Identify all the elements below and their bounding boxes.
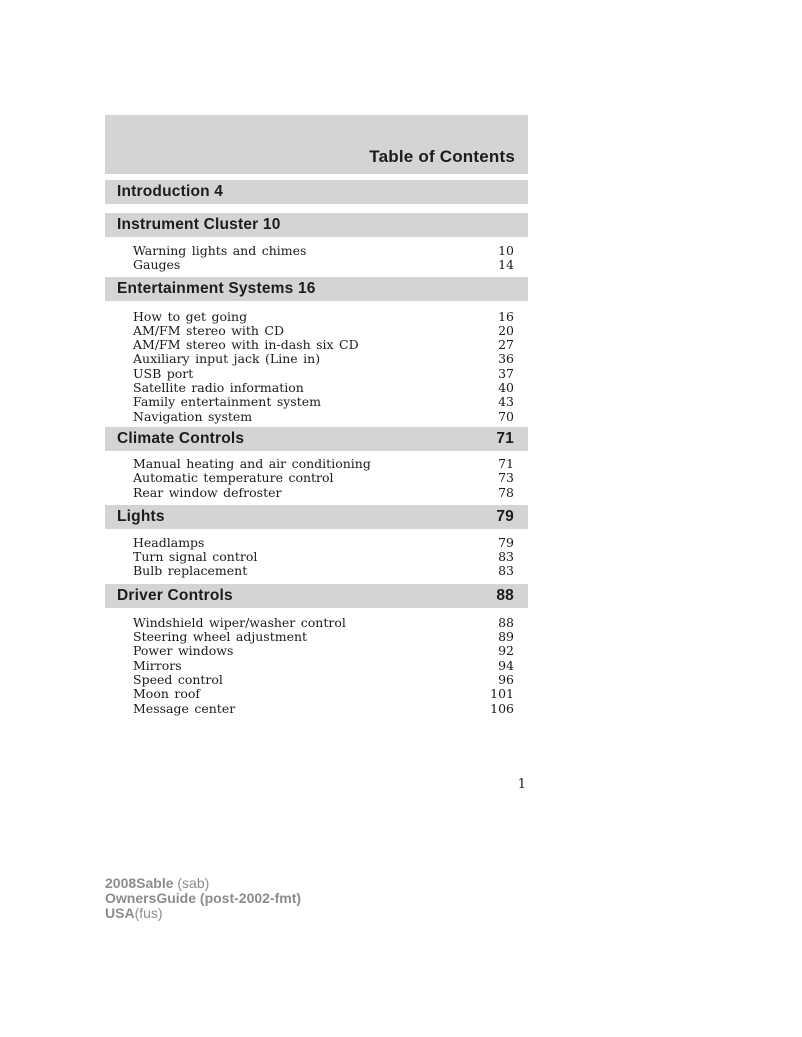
toc-content <box>105 115 528 716</box>
toc-entry-page: 92 <box>498 643 514 659</box>
toc-entry-label: Headlamps <box>133 534 205 550</box>
toc-entry-label: Steering wheel adjustment <box>133 629 308 645</box>
toc-entry <box>105 381 528 395</box>
toc-entry-page: 106 <box>490 700 514 716</box>
toc-entry-page: 43 <box>498 394 514 410</box>
toc-entry-label: AM/FM stereo with CD <box>133 322 285 338</box>
toc-entry-label: Rear window defroster <box>133 484 282 500</box>
footer-text-segment: 2008Sable <box>105 875 174 891</box>
toc-entry <box>105 486 528 500</box>
section-page-number: 71 <box>496 429 514 447</box>
toc-entry-label: Speed control <box>133 671 223 687</box>
footer-publication-info <box>105 876 301 922</box>
toc-entry <box>105 395 528 409</box>
section-header-bar <box>105 213 528 237</box>
toc-entry-page: 36 <box>498 351 514 367</box>
toc-entry-page: 89 <box>498 629 514 645</box>
toc-entry-page: 71 <box>498 455 514 471</box>
toc-entry-page: 96 <box>498 671 514 687</box>
toc-entry <box>105 659 528 673</box>
toc-entry-page: 101 <box>490 686 514 702</box>
toc-entry <box>105 410 528 424</box>
section-entry-list <box>105 536 528 579</box>
footer-line <box>105 906 301 921</box>
toc-entry-page: 79 <box>498 534 514 550</box>
section-title: Climate Controls <box>117 429 245 447</box>
toc-entry-label: Moon roof <box>133 686 201 702</box>
section-title: Introduction 4 <box>117 183 224 200</box>
footer-text-segment: (fus) <box>134 905 163 922</box>
toc-entry-label: Warning lights and chimes <box>133 243 307 258</box>
toc-entry-label: Turn signal control <box>133 549 258 565</box>
section-header-bar <box>105 180 528 204</box>
toc-entry-label: USB port <box>133 365 194 381</box>
toc-entry <box>105 536 528 550</box>
toc-entry-label: Power windows <box>133 643 234 659</box>
toc-entry-label: Automatic temperature control <box>133 470 334 486</box>
toc-entry-label: Manual heating and air conditioning <box>133 455 371 471</box>
toc-entry-label: How to get going <box>133 308 248 324</box>
footer-text-segment: USA <box>105 905 135 922</box>
toc-entry-label: Navigation system <box>133 408 253 424</box>
toc-entry-label: Gauges <box>133 257 181 273</box>
toc-entry <box>105 352 528 366</box>
toc-entry <box>105 244 528 258</box>
toc-entry <box>105 630 528 644</box>
toc-entry-page: 73 <box>498 470 514 486</box>
toc-entry-page: 78 <box>498 484 514 500</box>
toc-entry-label: Windshield wiper/washer control <box>133 614 346 630</box>
section-entry-list <box>105 310 528 424</box>
section-header-bar <box>105 505 528 529</box>
section-page-number: 79 <box>496 507 514 525</box>
toc-entry-page: 14 <box>498 257 514 273</box>
toc-entry-page: 37 <box>498 365 514 381</box>
footer-text-segment: (sab) <box>173 875 210 891</box>
toc-entry-label: Mirrors <box>133 657 182 673</box>
toc-entry <box>105 616 528 630</box>
toc-entry <box>105 673 528 687</box>
toc-entry <box>105 310 528 324</box>
toc-entry <box>105 258 528 272</box>
toc-entry-page: 20 <box>498 322 514 338</box>
toc-entry-page: 70 <box>498 408 514 424</box>
toc-entry-label: Family entertainment system <box>133 394 321 410</box>
toc-entry-label: AM/FM stereo with in-dash six CD <box>133 337 359 353</box>
toc-entry <box>105 324 528 338</box>
toc-entry-label: Satellite radio information <box>133 380 304 396</box>
section-header-bar <box>105 584 528 608</box>
toc-entry <box>105 550 528 564</box>
toc-entry-label: Message center <box>133 700 236 716</box>
toc-entry-page: 88 <box>498 614 514 630</box>
toc-entry <box>105 367 528 381</box>
toc-entry <box>105 471 528 485</box>
toc-entry <box>105 644 528 658</box>
toc-entry <box>105 702 528 716</box>
section-header-bar <box>105 277 528 301</box>
footer-line <box>105 891 301 906</box>
toc-entry-page: 40 <box>498 380 514 396</box>
toc-entry <box>105 457 528 471</box>
page-title: Table of Contents <box>369 147 515 166</box>
section-title: Driver Controls <box>117 586 233 604</box>
toc-section <box>105 277 528 424</box>
section-title: Instrument Cluster 10 <box>117 216 281 233</box>
toc-entry-label: Bulb replacement <box>133 563 248 579</box>
section-title: Entertainment Systems 16 <box>117 279 316 297</box>
toc-sections <box>105 180 528 716</box>
toc-entry <box>105 687 528 701</box>
toc-section <box>105 427 528 500</box>
toc-entry-page: 83 <box>498 563 514 579</box>
toc-section <box>105 213 528 273</box>
section-page-number: 88 <box>496 586 514 604</box>
toc-entry-page: 94 <box>498 657 514 673</box>
toc-section <box>105 505 528 579</box>
toc-section <box>105 584 528 716</box>
toc-entry-page: 83 <box>498 549 514 565</box>
folio-page-number: 1 <box>517 777 526 792</box>
section-entry-list <box>105 616 528 716</box>
footer-text-segment: OwnersGuide (post-2002-fmt) <box>105 890 302 907</box>
toc-entry <box>105 564 528 578</box>
toc-section <box>105 180 528 204</box>
toc-masthead <box>105 115 528 174</box>
toc-entry-page: 27 <box>498 337 514 353</box>
section-entry-list <box>105 244 528 273</box>
toc-entry <box>105 338 528 352</box>
toc-entry-page: 16 <box>498 308 514 324</box>
section-title: Lights <box>117 507 165 525</box>
toc-entry-page: 10 <box>498 243 514 258</box>
section-entry-list <box>105 457 528 500</box>
toc-entry-label: Auxiliary input jack (Line in) <box>133 351 321 367</box>
footer-line <box>105 876 301 891</box>
section-header-bar <box>105 427 528 451</box>
